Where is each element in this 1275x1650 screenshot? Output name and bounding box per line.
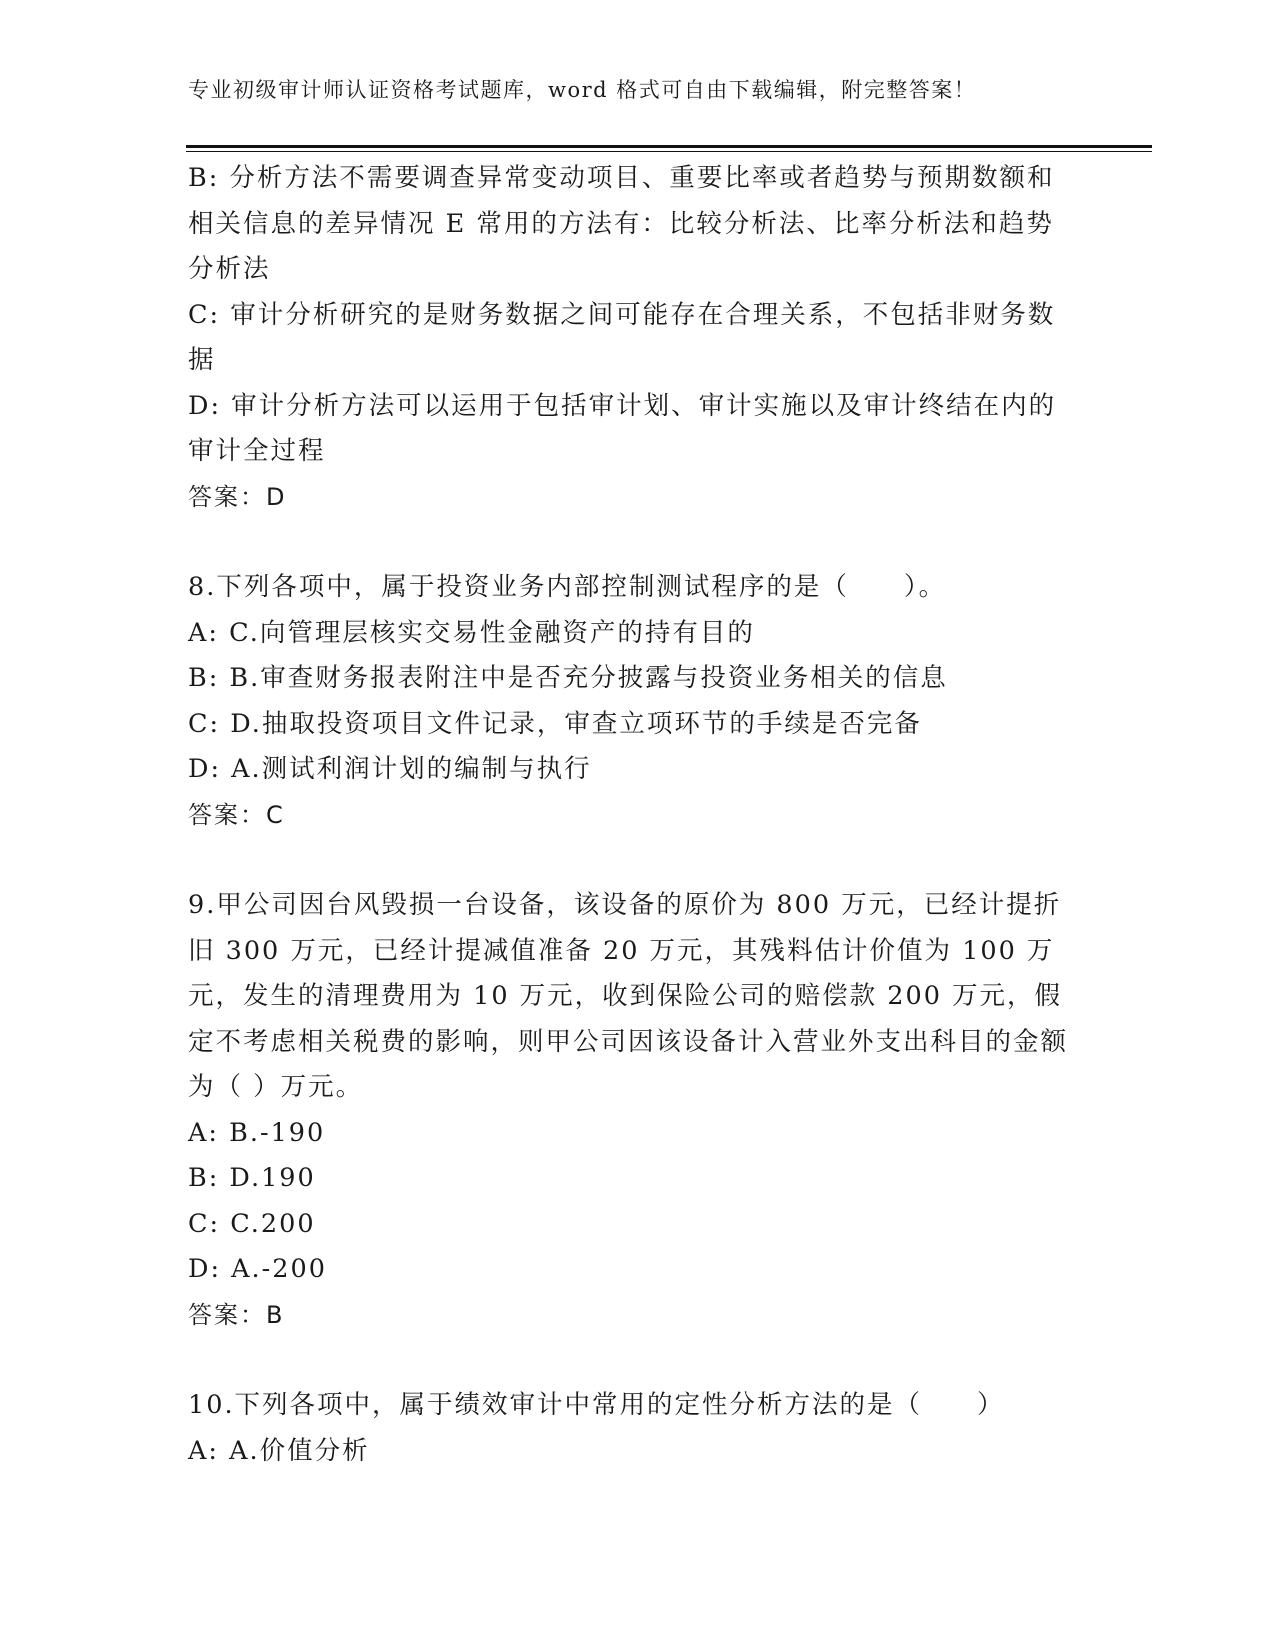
q9-option-d: D: A.-200	[188, 1254, 327, 1284]
q10-stem: 10.下列各项中，属于绩效审计中常用的定性分析方法的是（ ）	[188, 1390, 1005, 1420]
q8-option-a: A: C.向管理层核实交易性金融资产的持有目的	[188, 617, 755, 648]
header-rule-thick	[186, 145, 1152, 148]
q8-option-c: C: D.抽取投资项目文件记录，审查立项环节的手续是否完备	[188, 708, 922, 739]
q7-option-d: D: 审计分析方法可以运用于包括审计划、审计实施以及审计终结在内的审计全过程	[188, 390, 1057, 466]
q7-option-b: B: 分析方法不需要调查异常变动项目、重要比率或者趋势与预期数额和相关信息的差异情况 E 常用的方法有：比较分析法、比率分析法和趋势分析法	[188, 163, 1055, 284]
spacer	[188, 1338, 1068, 1383]
q7-answer: 答案：D	[188, 482, 287, 511]
q8-answer: 答案：C	[188, 800, 285, 829]
q9-option-b: B: D.190	[188, 1163, 316, 1193]
spacer	[188, 520, 1068, 565]
header-rule-thin	[186, 151, 1152, 152]
question-content	[188, 156, 1068, 1474]
q8-stem: 8.下列各项中，属于投资业务内部控制测试程序的是（ ）。	[188, 572, 947, 602]
q9-option-c: C: C.200	[188, 1208, 316, 1239]
q8-option-b: B: B.审查财务报表附注中是否充分披露与投资业务相关的信息	[188, 663, 948, 693]
q8-option-d: D: A.测试利润计划的编制与执行	[188, 754, 592, 784]
q9-option-a: A: B.-190	[188, 1117, 326, 1148]
q7-option-c: C: 审计分析研究的是财务数据之间可能存在合理关系，不包括非财务数据	[188, 299, 1056, 375]
page-header: 专业初级审计师认证资格考试题库，word 格式可自由下载编辑，附完整答案！	[188, 78, 977, 102]
q9-answer: 答案：B	[188, 1300, 285, 1329]
spacer	[188, 838, 1068, 883]
q10-option-a: A: A.价值分析	[188, 1435, 370, 1466]
q9-stem: 9.甲公司因台风毁损一台设备，该设备的原价为 800 万元，已经计提折旧 300 万元，已经计提减值准备 20 万元，其残料估计价值为 100 万元，发生的清理费用为 10 万元，收到保险公司的赔偿款 200 万元，假定不考虑相关税费的影响，则甲公司因该设备计入营业外支出科目的金额为（ ）万元。	[188, 890, 1069, 1102]
